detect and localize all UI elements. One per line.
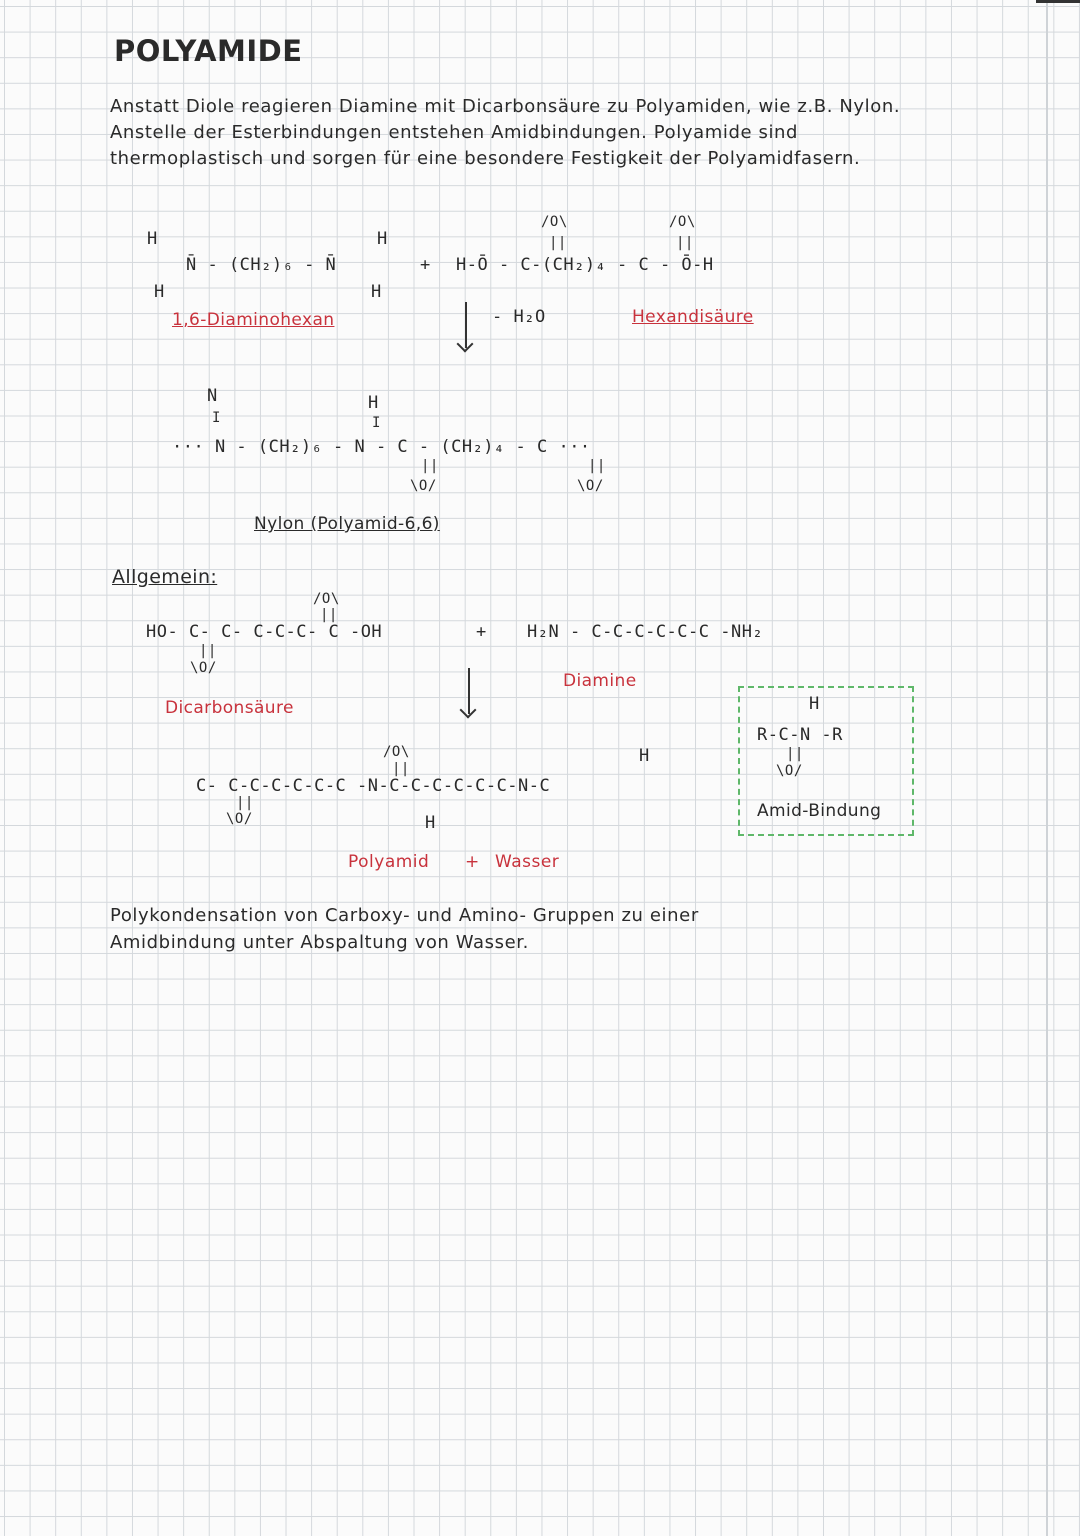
product-n-bond: I	[212, 410, 221, 426]
general-acid-chain: HO- C- C- C-C-C- C -OH	[146, 622, 383, 642]
diamine-h-bottom-left: H	[154, 282, 165, 302]
diamine-label: 1,6-Diaminohexan	[172, 310, 335, 330]
diamine-h-top-right: H	[377, 229, 388, 249]
general-diamine-label: Diamine	[563, 671, 637, 691]
page-margin-line	[1046, 0, 1048, 1536]
water-loss: - H₂O	[492, 307, 546, 327]
acid-o-right: /O\	[669, 214, 696, 230]
general-product-double-bond-top: ||	[392, 761, 410, 777]
summary-line-1: Polykondensation von Carboxy- und Amino- Gruppen zu einer	[110, 905, 699, 926]
general-product-h-top: H	[639, 746, 650, 766]
product-double-bond-1: ||	[421, 458, 439, 474]
diamine-h-bottom-right: H	[371, 282, 382, 302]
general-diamine-chain: H₂N - C-C-C-C-C-C -NH₂	[527, 622, 764, 642]
product-label: Nylon (Polyamid-6,6)	[254, 514, 440, 534]
diamine-h-top-left: H	[147, 229, 158, 249]
amid-box-h: H	[809, 694, 820, 714]
acid-o-left: /O\	[541, 214, 568, 230]
page-title: POLYAMIDE	[114, 34, 303, 68]
general-plus: +	[476, 622, 487, 642]
acid-chain: H-Ō - C-(CH₂)₄ - C - Ō-H	[456, 255, 714, 275]
general-acid-double-bond-top: ||	[320, 607, 338, 623]
diamine-chain: N̄ - (CH₂)₆ - N̄	[186, 255, 337, 275]
product-double-bond-2: ||	[588, 458, 606, 474]
general-acid-o-top: /O\	[313, 591, 340, 607]
wasser-label: Wasser	[495, 852, 560, 872]
amid-box-chain: R-C-N -R	[757, 725, 843, 745]
general-acid-o-bottom: \O/	[190, 660, 217, 676]
general-acid-double-bond-bottom: ||	[199, 643, 217, 659]
general-product-o-bottom: \O/	[226, 811, 253, 827]
general-product-chain: C- C-C-C-C-C-C -N-C-C-C-C-C-C-N-C	[196, 776, 551, 796]
product-o-2: \O/	[577, 478, 604, 494]
general-product-o-top: /O\	[383, 744, 410, 760]
page-corner-mark	[1036, 0, 1080, 3]
product-h-top: H	[368, 393, 379, 413]
summary-text	[110, 902, 699, 956]
acid-double-bond-left: ||	[549, 235, 567, 251]
amid-box-label: Amid-Bindung	[757, 801, 882, 821]
intro-text: Anstatt Diole reagieren Diamine mit Dicarbonsäure zu Polyamiden, wie z.B. Nylon. Anstelle der Esterbindungen entstehen Amidbindungen. Polyamide sind thermoplastisch und sorgen für eine besondere Festigkeit der Polyamidfasern.	[110, 96, 901, 169]
product-plus: +	[465, 852, 480, 872]
general-heading: Allgemein:	[112, 566, 218, 588]
general-arrow-icon	[468, 668, 470, 714]
product-o-1: \O/	[410, 478, 437, 494]
product-h-bond: I	[372, 415, 381, 431]
polyamid-label: Polyamid	[348, 852, 430, 872]
reaction1-plus: +	[420, 255, 431, 275]
general-acid-label: Dicarbonsäure	[165, 698, 294, 718]
reaction1-arrow-icon	[465, 302, 467, 348]
general-product-h-bottom: H	[425, 813, 436, 833]
amid-box-double-bond: ||	[786, 746, 804, 762]
acid-label: Hexandisäure	[632, 307, 754, 327]
acid-double-bond-right: ||	[676, 235, 694, 251]
amid-box-o: \O/	[776, 763, 803, 779]
product-chain: ··· N - (CH₂)₆ - N - C - (CH₂)₄ - C ···	[172, 437, 591, 457]
summary-line-2: Amidbindung unter Abspaltung von Wasser.	[110, 932, 529, 953]
product-n-top: N	[207, 386, 218, 406]
general-product-double-bond-bottom: ||	[236, 795, 254, 811]
